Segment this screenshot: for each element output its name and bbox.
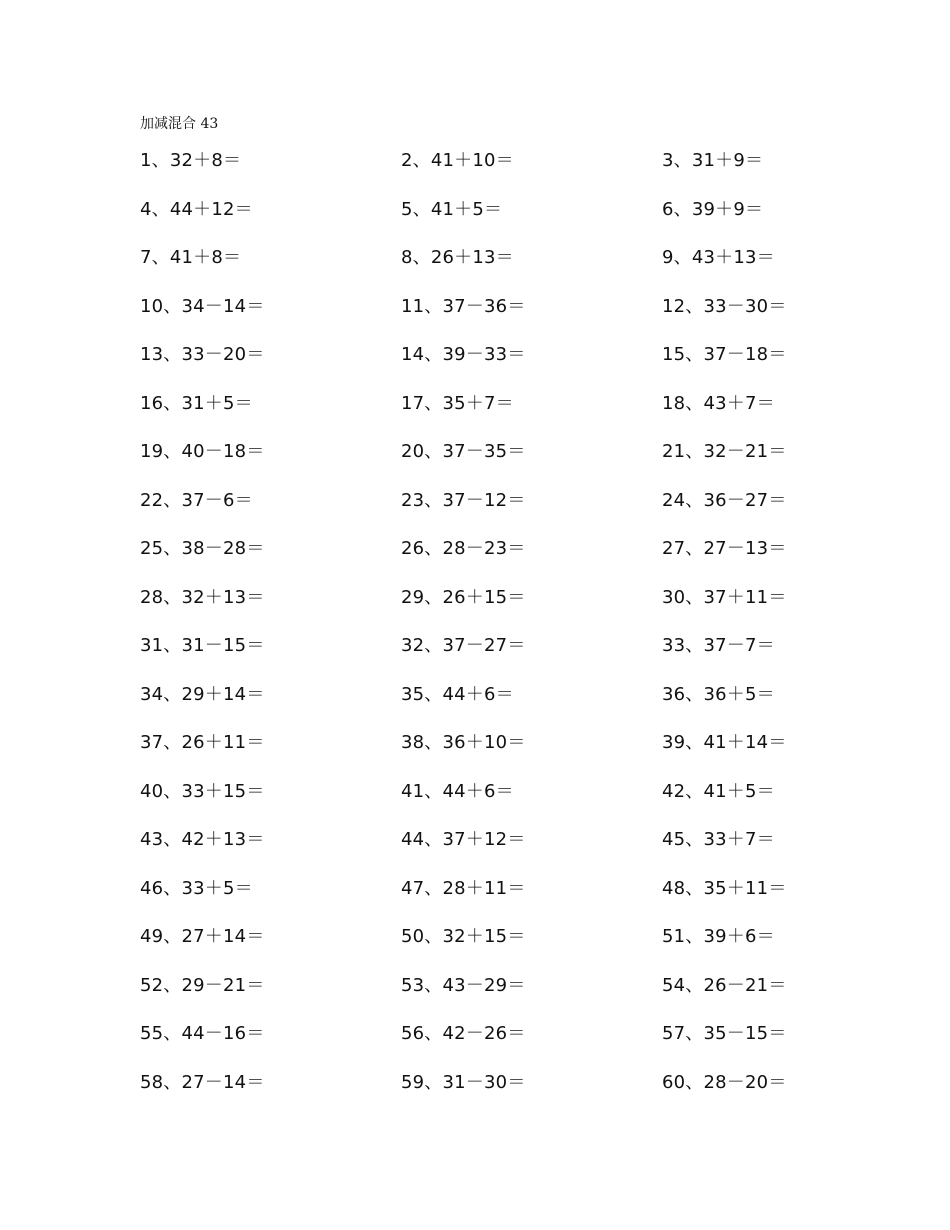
problem-item: 19、40－18＝ [140,441,265,462]
problem-item: 52、29－21＝ [140,974,265,996]
problem-item: 11、37－36＝ [401,295,526,317]
problem-item: 59、31－30＝ [401,1071,526,1093]
problem-item: 50、32＋15＝ [401,926,526,947]
problem-item: 3、31＋9＝ [662,150,764,171]
problem-item: 6、39＋9＝ [662,198,764,220]
problem-item: 8、26＋13＝ [401,247,514,268]
problem-item: 47、28＋11＝ [401,877,526,899]
problem-grid [140,140,860,1110]
problem-item: 44、37＋12＝ [401,829,526,850]
problem-item: 4、44＋12＝ [140,198,253,220]
problem-item: 14、39－33＝ [401,344,526,365]
problem-item: 26、28－23＝ [401,538,526,559]
problem-item: 27、27－13＝ [662,538,787,559]
problem-item: 22、37－6＝ [140,489,253,511]
problem-item: 15、37－18＝ [662,344,787,365]
problem-item: 28、32＋13＝ [140,586,265,608]
problem-item: 36、36＋5＝ [662,683,775,705]
problem-item: 46、33＋5＝ [140,877,253,899]
problem-item: 23、37－12＝ [401,489,526,511]
problem-item: 18、43＋7＝ [662,392,775,414]
problem-item: 38、36＋10＝ [401,732,526,753]
problem-item: 9、43＋13＝ [662,247,775,268]
problem-item: 29、26＋15＝ [401,586,526,608]
problem-item: 41、44＋6＝ [401,780,514,802]
worksheet-title: 加减混合 43 [140,116,219,132]
problem-item: 10、34－14＝ [140,295,265,317]
problem-item: 39、41＋14＝ [662,732,787,753]
problem-item: 48、35＋11＝ [662,877,787,899]
problem-item: 33、37－7＝ [662,635,775,656]
problem-item: 43、42＋13＝ [140,829,265,850]
problem-item: 42、41＋5＝ [662,780,775,802]
problem-item: 51、39＋6＝ [662,926,775,947]
problem-item: 1、32＋8＝ [140,150,242,171]
problem-item: 37、26＋11＝ [140,732,265,753]
problem-item: 57、35－15＝ [662,1023,787,1044]
problem-item: 20、37－35＝ [401,441,526,462]
problem-item: 55、44－16＝ [140,1023,265,1044]
problem-item: 31、31－15＝ [140,635,265,656]
problem-item: 5、41＋5＝ [401,198,503,220]
problem-item: 54、26－21＝ [662,974,787,996]
problem-item: 17、35＋7＝ [401,392,514,414]
problem-item: 35、44＋6＝ [401,683,514,705]
problem-item: 53、43－29＝ [401,974,526,996]
problem-item: 40、33＋15＝ [140,780,265,802]
problem-item: 34、29＋14＝ [140,683,265,705]
problem-item: 2、41＋10＝ [401,150,514,171]
problem-item: 12、33－30＝ [662,295,787,317]
problem-item: 21、32－21＝ [662,441,787,462]
problem-item: 25、38－28＝ [140,538,265,559]
problem-item: 32、37－27＝ [401,635,526,656]
problem-item: 16、31＋5＝ [140,392,253,414]
problem-item: 56、42－26＝ [401,1023,526,1044]
problem-item: 58、27－14＝ [140,1071,265,1093]
problem-item: 24、36－27＝ [662,489,787,511]
problem-item: 60、28－20＝ [662,1071,787,1093]
problem-item: 30、37＋11＝ [662,586,787,608]
problem-item: 7、41＋8＝ [140,247,242,268]
problem-item: 49、27＋14＝ [140,926,265,947]
problem-item: 45、33＋7＝ [662,829,775,850]
problem-item: 13、33－20＝ [140,344,265,365]
